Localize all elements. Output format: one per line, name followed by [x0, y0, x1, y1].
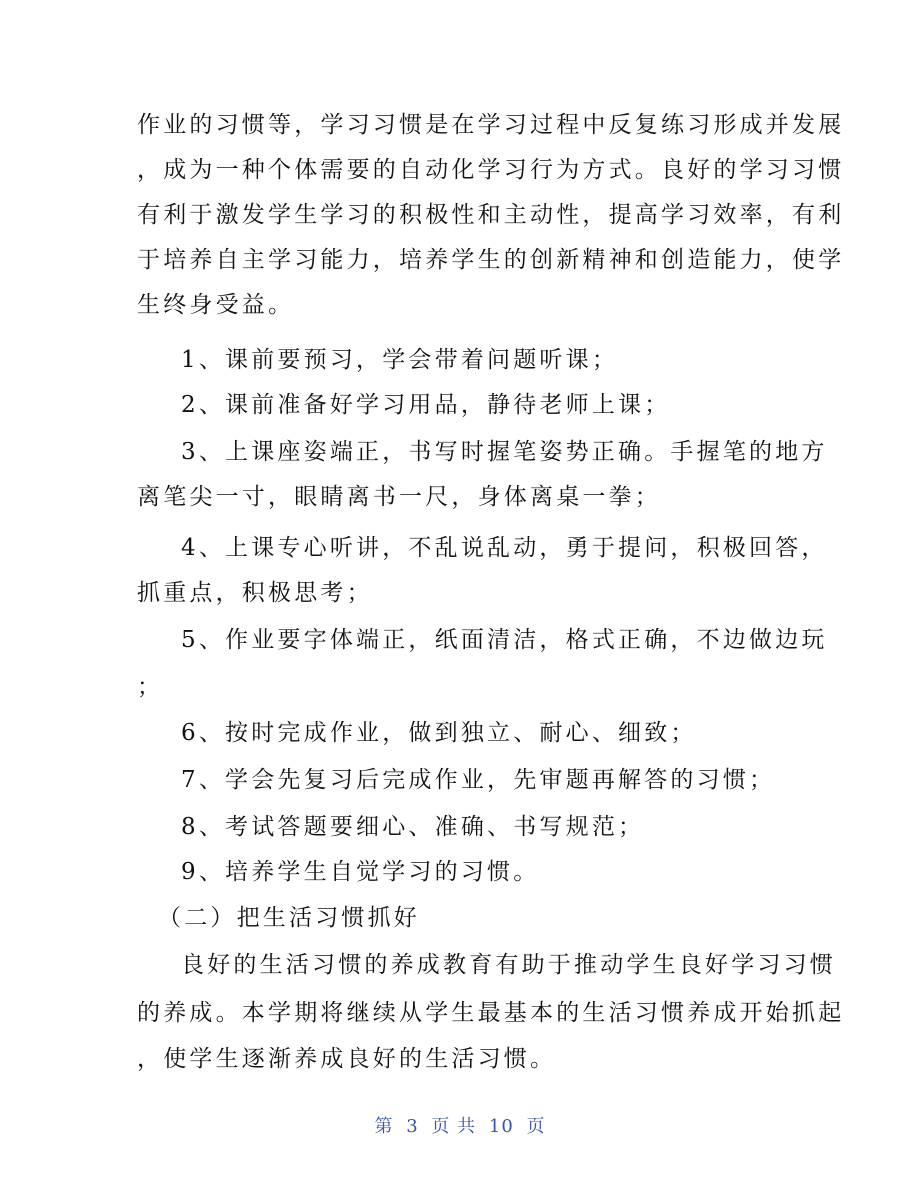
- life-paragraph-line: 良好的生活习惯的养成教育有助于推动学生良好学习习惯: [181, 952, 836, 978]
- intro-line: 有利于激发学生学习的积极性和主动性，提高学习效率，有利: [137, 202, 845, 228]
- life-paragraph-line: ，使学生逐渐养成良好的生活习惯。: [137, 1046, 557, 1072]
- footer-middle: 页 共: [431, 1116, 477, 1137]
- page-footer: [0, 1112, 920, 1138]
- life-paragraph-line: 的养成。本学期将继续从学生最基本的生活习惯养成开始抓起: [137, 1000, 845, 1026]
- list-item: 6、按时完成作业，做到独立、耐心、细致；: [181, 720, 697, 746]
- intro-line: 于培养自主学习能力，培养学生的创新精神和创造能力，使学: [137, 247, 845, 273]
- list-item: 1、课前要预习，学会带着问题听课；: [181, 347, 619, 373]
- intro-line: 生终身受益。: [137, 292, 295, 318]
- list-item-continuation: 离笔尖一寸，眼睛离书一尺，身体离桌一拳；: [137, 484, 661, 510]
- footer-total-pages: 10: [488, 1116, 514, 1137]
- intro-line: ，成为一种个体需要的自动化学习行为方式。良好的学习习惯: [137, 157, 845, 183]
- footer-suffix: 页: [526, 1116, 546, 1137]
- footer-prefix: 第: [374, 1116, 394, 1137]
- list-item: 3、上课座姿端正，书写时握笔姿势正确。手握笔的地方: [181, 439, 828, 465]
- list-item: 7、学会先复习后完成作业，先审题再解答的习惯；: [181, 767, 776, 793]
- list-item: 8、考试答题要细心、准确、书写规范；: [181, 814, 645, 840]
- footer-current-page: 3: [406, 1116, 419, 1137]
- list-item: 4、上课专心听讲，不乱说乱动，勇于提问，积极回答，: [181, 535, 828, 561]
- list-item: 9、培养学生自觉学习的习惯。: [181, 859, 540, 885]
- list-item: 5、作业要字体端正，纸面清洁，格式正确，不边做边玩: [181, 627, 828, 653]
- list-item-continuation: ；: [137, 674, 164, 700]
- list-item: 2、课前准备好学习用品，静待老师上课；: [181, 392, 671, 418]
- list-item-continuation: 抓重点，积极思考；: [137, 580, 373, 606]
- section-heading: （二）把生活习惯抓好: [158, 905, 420, 931]
- intro-line: 作业的习惯等，学习习惯是在学习过程中反复练习形成并发展: [137, 112, 845, 138]
